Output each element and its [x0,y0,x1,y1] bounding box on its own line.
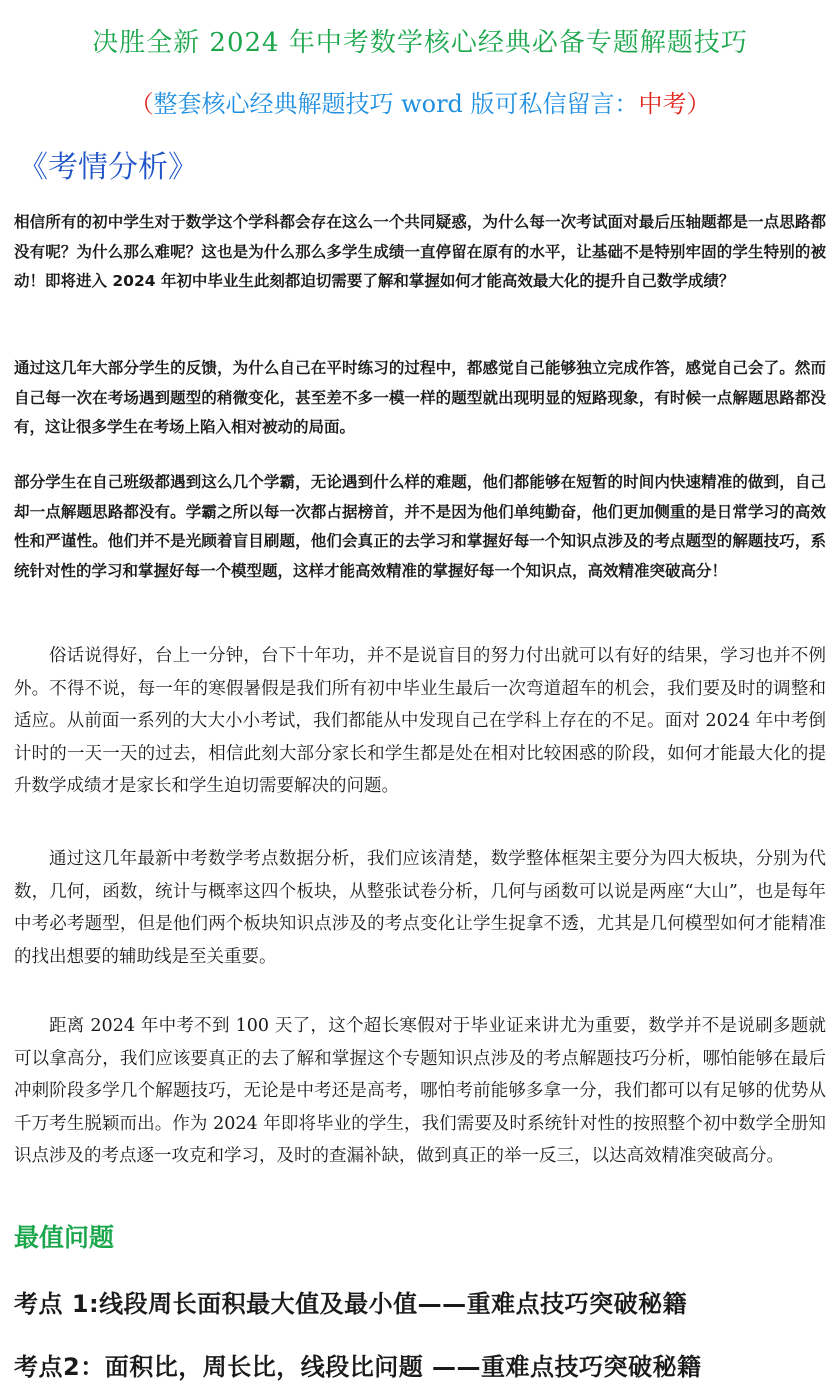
document-title: 决胜全新 2024 年中考数学核心经典必备专题解题技巧 [92,28,748,58]
exam-point-2: 考点2：面积比，周长比，线段比问题 ——重难点技巧突破秘籍 [14,1353,702,1381]
paragraph-intro-1: 相信所有的初中学生对于数学这个学科都会存在这么一个共同疑惑，为什么每一次考试面对最后压轴题都是一点思路都没有呢？为什么那么难呢？这也是为什么那么多学生成绩一直停留在原有的水平，让基础不是特别牢固的学生特别的被动！即将进入 2024 年初中毕业生此刻都迫切需要了解和掌握如何才能高效最大化的提升自己数学成绩？ [14,213,826,290]
subtitle-open-paren: （ [129,90,154,118]
paragraph-body-2: 通过这几年最新中考数学考点数据分析，我们应该清楚，数学整体框架主要分为四大板块，分别为代数，几何，函数，统计与概率这四个板块，从整张试卷分析，几何与函数可以说是两座“大山”，也是每年中考必考题型，但是他们两个板块知识点涉及的考点变化让学生捉拿不透，尤其是几何模型如何才能精准的找出想要的辅助线是至关重要。 [14,849,826,967]
paragraph-body-3: 距离 2024 年中考不到 100 天了，这个超长寒假对于毕业证来讲尤为重要，数学并不是说刷多题就可以拿高分，我们应该要真正的去了解和掌握这个专题知识点涉及的考点解题技巧分析，哪怕能够在最后冲刺阶段多学几个解题技巧，无论是中考还是高考，哪怕考前能够多拿一分，我们都可以有足够的优势从千万考生脱颖而出。作为 2024 年即将毕业的学生，我们需要及时系统针对性的按照整个初中数学全册知识点涉及的考点逐一攻克和学习，及时的查漏补缺，做到真正的举一反三，以达高效精准突破高分。 [14,1016,826,1166]
section-heading-analysis: 《考情分析》 [18,150,198,185]
subtitle-main-text: 整套核心经典解题技巧 word 版可私信留言： [153,90,639,118]
paragraph-body-1: 俗话说得好，台上一分钟，台下十年功，并不是说盲目的努力付出就可以有好的结果，学习也并不例外。不得不说，每一年的寒假暑假是我们所有初中毕业生最后一次弯道超车的机会，我们要及时的调整和适应。从前面一系列的大大小小考试，我们都能从中发现自己在学科上存在的不足。面对 2024 年中考倒计时的一天一天的过去，相信此刻大部分家长和学生都是处在相对比较困惑的阶段，如何才能最大化的提升数学成绩才是家长和学生迫切需要解决的问题。 [14,646,826,796]
exam-point-1: 考点 1:线段周长面积最大值及最小值——重难点技巧突破秘籍 [14,1290,688,1318]
subtitle-tail-text: 中考） [638,90,711,118]
paragraph-intro-3: 部分学生在自己班级都遇到这么几个学霸，无论遇到什么样的难题，他们都能够在短暂的时间内快速精准的做到，自己却一点解题思路都没有。学霸之所以每一次都占据榜首，并不是因为他们单纯勤奋，他们更加侧重的是日常学习的高效性和严谨性。他们并不是光顾着盲目刷题，他们会真正的去学习和掌握好每一个知识点涉及的考点题型的解题技巧，系统针对性的学习和掌握好每一个模型题，这样才能高效精准的掌握好每一个知识点，高效精准突破高分！ [14,473,826,580]
paragraph-intro-2: 通过这几年大部分学生的反馈，为什么自己在平时练习的过程中，都感觉自己能够独立完成作答，感觉自己会了。然而自己每一次在考场遇到题型的稍微变化，甚至差不多一模一样的题型就出现明显的短路现象，有时候一点解题思路都没有，这让很多学生在考场上陷入相对被动的局面。 [14,359,826,436]
topic-heading: 最值问题 [14,1223,115,1252]
document-subtitle [0,84,840,119]
